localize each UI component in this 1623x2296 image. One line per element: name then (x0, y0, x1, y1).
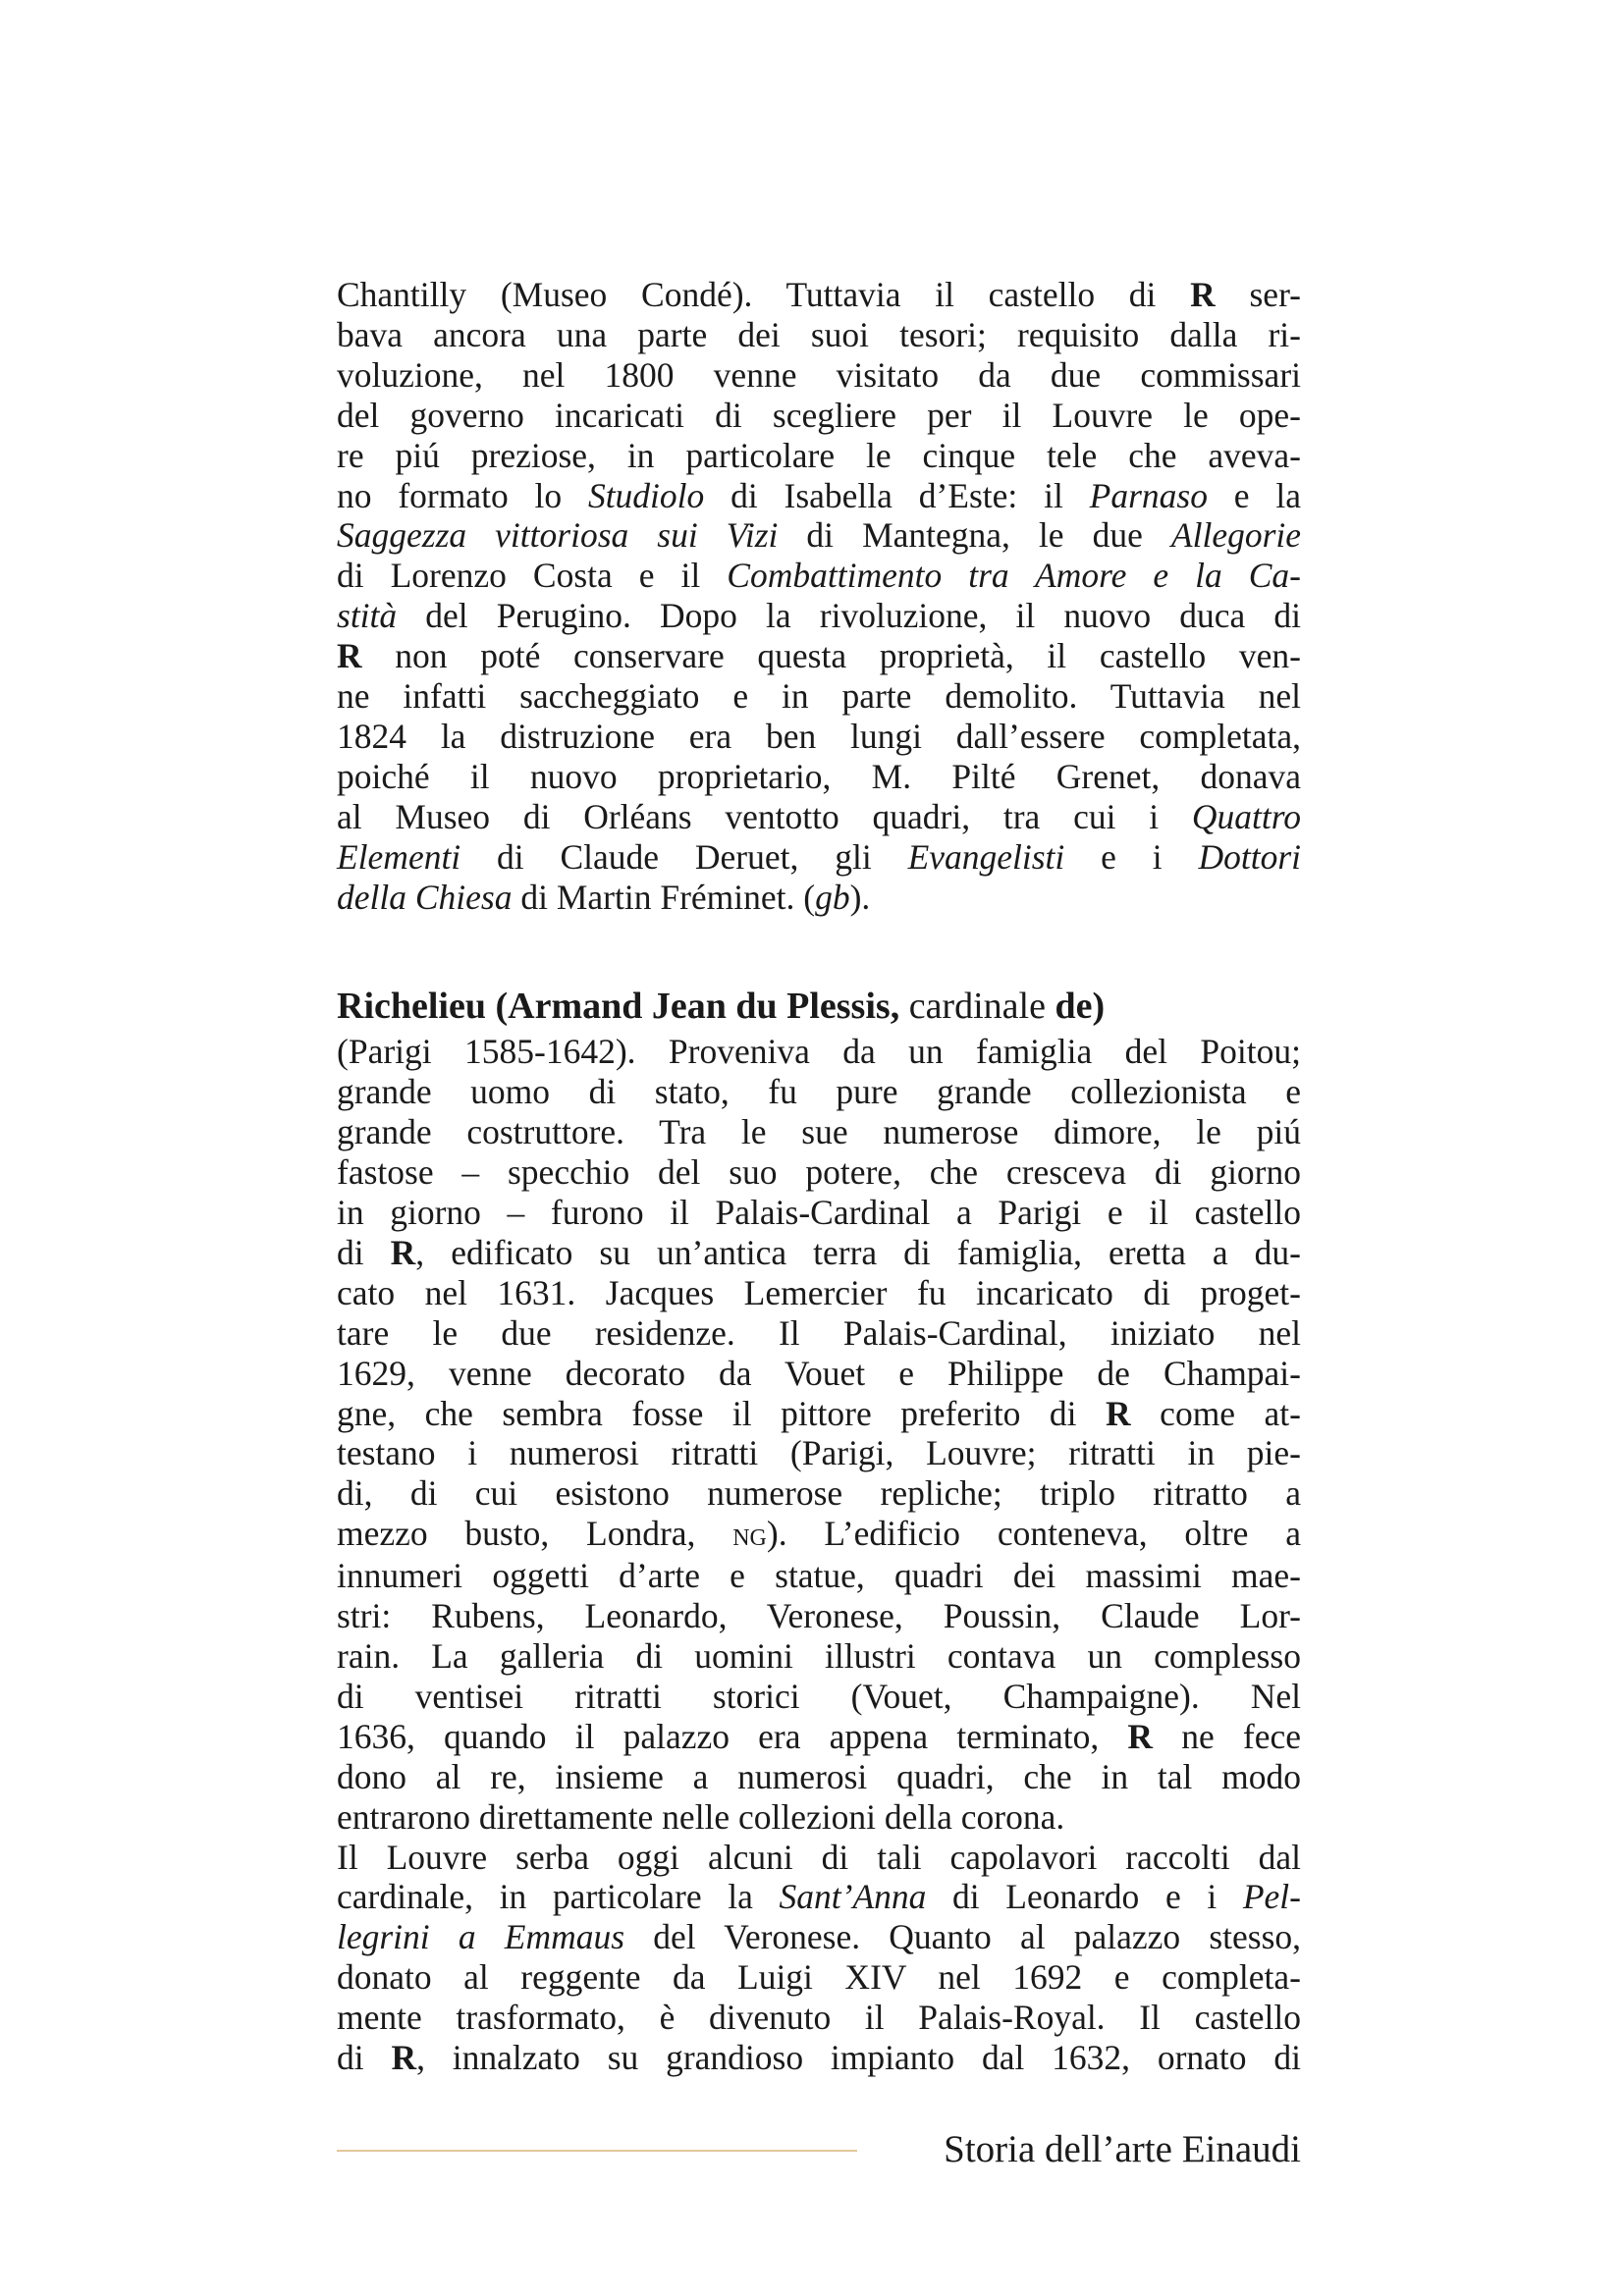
text-line: fastose – specchio del suo potere, che cresceva di giorno (337, 1152, 1301, 1193)
text-line: grande uomo di stato, fu pure grande collezionista e (337, 1072, 1301, 1112)
text-line: al Museo di Orléans ventotto quadri, tra cui i Quattro (337, 796, 1301, 836)
text-line: di, di cui esistono numerose repliche; triplo ritratto a (337, 1473, 1301, 1514)
text-line: in giorno – furono il Palais-Cardinal a Parigi e il castello (337, 1193, 1301, 1233)
text-line: voluzione, nel 1800 venne visitato da due commissari (337, 354, 1301, 395)
page-footer (337, 2120, 1301, 2179)
text-line: 1636, quando il palazzo era appena terminato, R ne fece (337, 1716, 1301, 1756)
text-line: cardinale, in particolare la Sant’Anna di Leonardo e i Pel- (337, 1877, 1301, 1917)
text-line: della Chiesa di Martin Fréminet. (gb). (337, 877, 871, 917)
text-line: Saggezza vittoriosa sui Vizi di Mantegna, le due Allegorie (337, 515, 1302, 556)
footer-rule (337, 2150, 857, 2152)
text-line: poiché il nuovo proprietario, M. Pilté Grenet, donava (337, 756, 1301, 796)
paragraph-continuation (337, 275, 1301, 918)
text-line: di R, innalzato su grandioso impianto dal 1632, ornato di (337, 2038, 1301, 2078)
text-line: legrini a Emmaus del Veronese. Quanto al palazzo stesso, (337, 1917, 1302, 1957)
footer-title: Storia dell’arte Einaudi (944, 2128, 1301, 2170)
entry-heading: Richelieu (Armand Jean du Plessis, cardinale de) (337, 986, 1106, 1028)
text-line: mezzo busto, Londra, ng). L’edificio conteneva, oltre a (337, 1514, 1301, 1554)
entry-richelieu (337, 981, 1301, 1837)
text-line: testano i numerosi ritratti (Parigi, Louvre; ritratti in pie- (337, 1433, 1301, 1473)
text-line: 1824 la distruzione era ben lungi dall’essere completata, (337, 716, 1301, 756)
paragraph-gap (337, 918, 1301, 958)
text-line: del governo incaricati di scegliere per il Louvre le ope- (337, 395, 1301, 435)
text-line: entrarono direttamente nelle collezioni della corona. (337, 1796, 1065, 1837)
text-line: R non poté conservare questa proprietà, il castello ven- (337, 636, 1301, 676)
text-line: innumeri oggetti d’arte e statue, quadri dei massimi mae- (337, 1556, 1301, 1596)
text-line: Il Louvre serba oggi alcuni di tali capolavori raccolti dal (337, 1837, 1301, 1877)
text-line: di Lorenzo Costa e il Combattimento tra Amore e la Ca- (337, 556, 1301, 596)
paragraph-louvre (337, 1838, 1301, 2078)
page-body (337, 275, 1301, 2078)
text-line: ne infatti saccheggiato e in parte demolito. Tuttavia nel (337, 676, 1301, 717)
text-line: di ventisei ritratti storici (Vouet, Champaigne). Nel (337, 1676, 1301, 1716)
text-line: mente trasformato, è divenuto il Palais-Royal. Il castello (337, 1998, 1301, 2038)
text-line: tare le due residenze. Il Palais-Cardinal, iniziato nel (337, 1312, 1301, 1353)
text-line: gne, che sembra fosse il pittore preferito di R come at- (337, 1393, 1301, 1433)
text-line: stri: Rubens, Leonardo, Veronese, Poussin, Claude Lor- (337, 1596, 1301, 1636)
text-line: 1629, venne decorato da Vouet e Philippe de Champai- (337, 1353, 1301, 1393)
text-line: Elementi di Claude Deruet, gli Evangelisti e i Dottori (337, 836, 1302, 877)
text-line: stità del Perugino. Dopo la rivoluzione, il nuovo duca di (337, 596, 1301, 636)
text-line: grande costruttore. Tra le sue numerose dimore, le piú (337, 1112, 1301, 1152)
text-line: rain. La galleria di uomini illustri contava un complesso (337, 1635, 1301, 1676)
text-line: donato al reggente da Luigi XIV nel 1692 e completa- (337, 1957, 1301, 1998)
text-line: Chantilly (Museo Condé). Tuttavia il castello di R ser- (337, 275, 1301, 314)
text-line: no formato lo Studiolo di Isabella d’Este: il Parnaso e la (337, 475, 1301, 515)
text-line: (Parigi 1585-1642). Proveniva da un famiglia del Poitou; (337, 1032, 1301, 1072)
text-line: dono al re, insieme a numerosi quadri, che in tal modo (337, 1756, 1301, 1796)
text-line: cato nel 1631. Jacques Lemercier fu incaricato di proget- (337, 1272, 1301, 1312)
text-line: bava ancora una parte dei suoi tesori; requisito dalla ri- (337, 314, 1301, 354)
text-line: re piú preziose, in particolare le cinque tele che aveva- (337, 435, 1301, 475)
text-line: di R, edificato su un’antica terra di famiglia, eretta a du- (337, 1232, 1301, 1272)
